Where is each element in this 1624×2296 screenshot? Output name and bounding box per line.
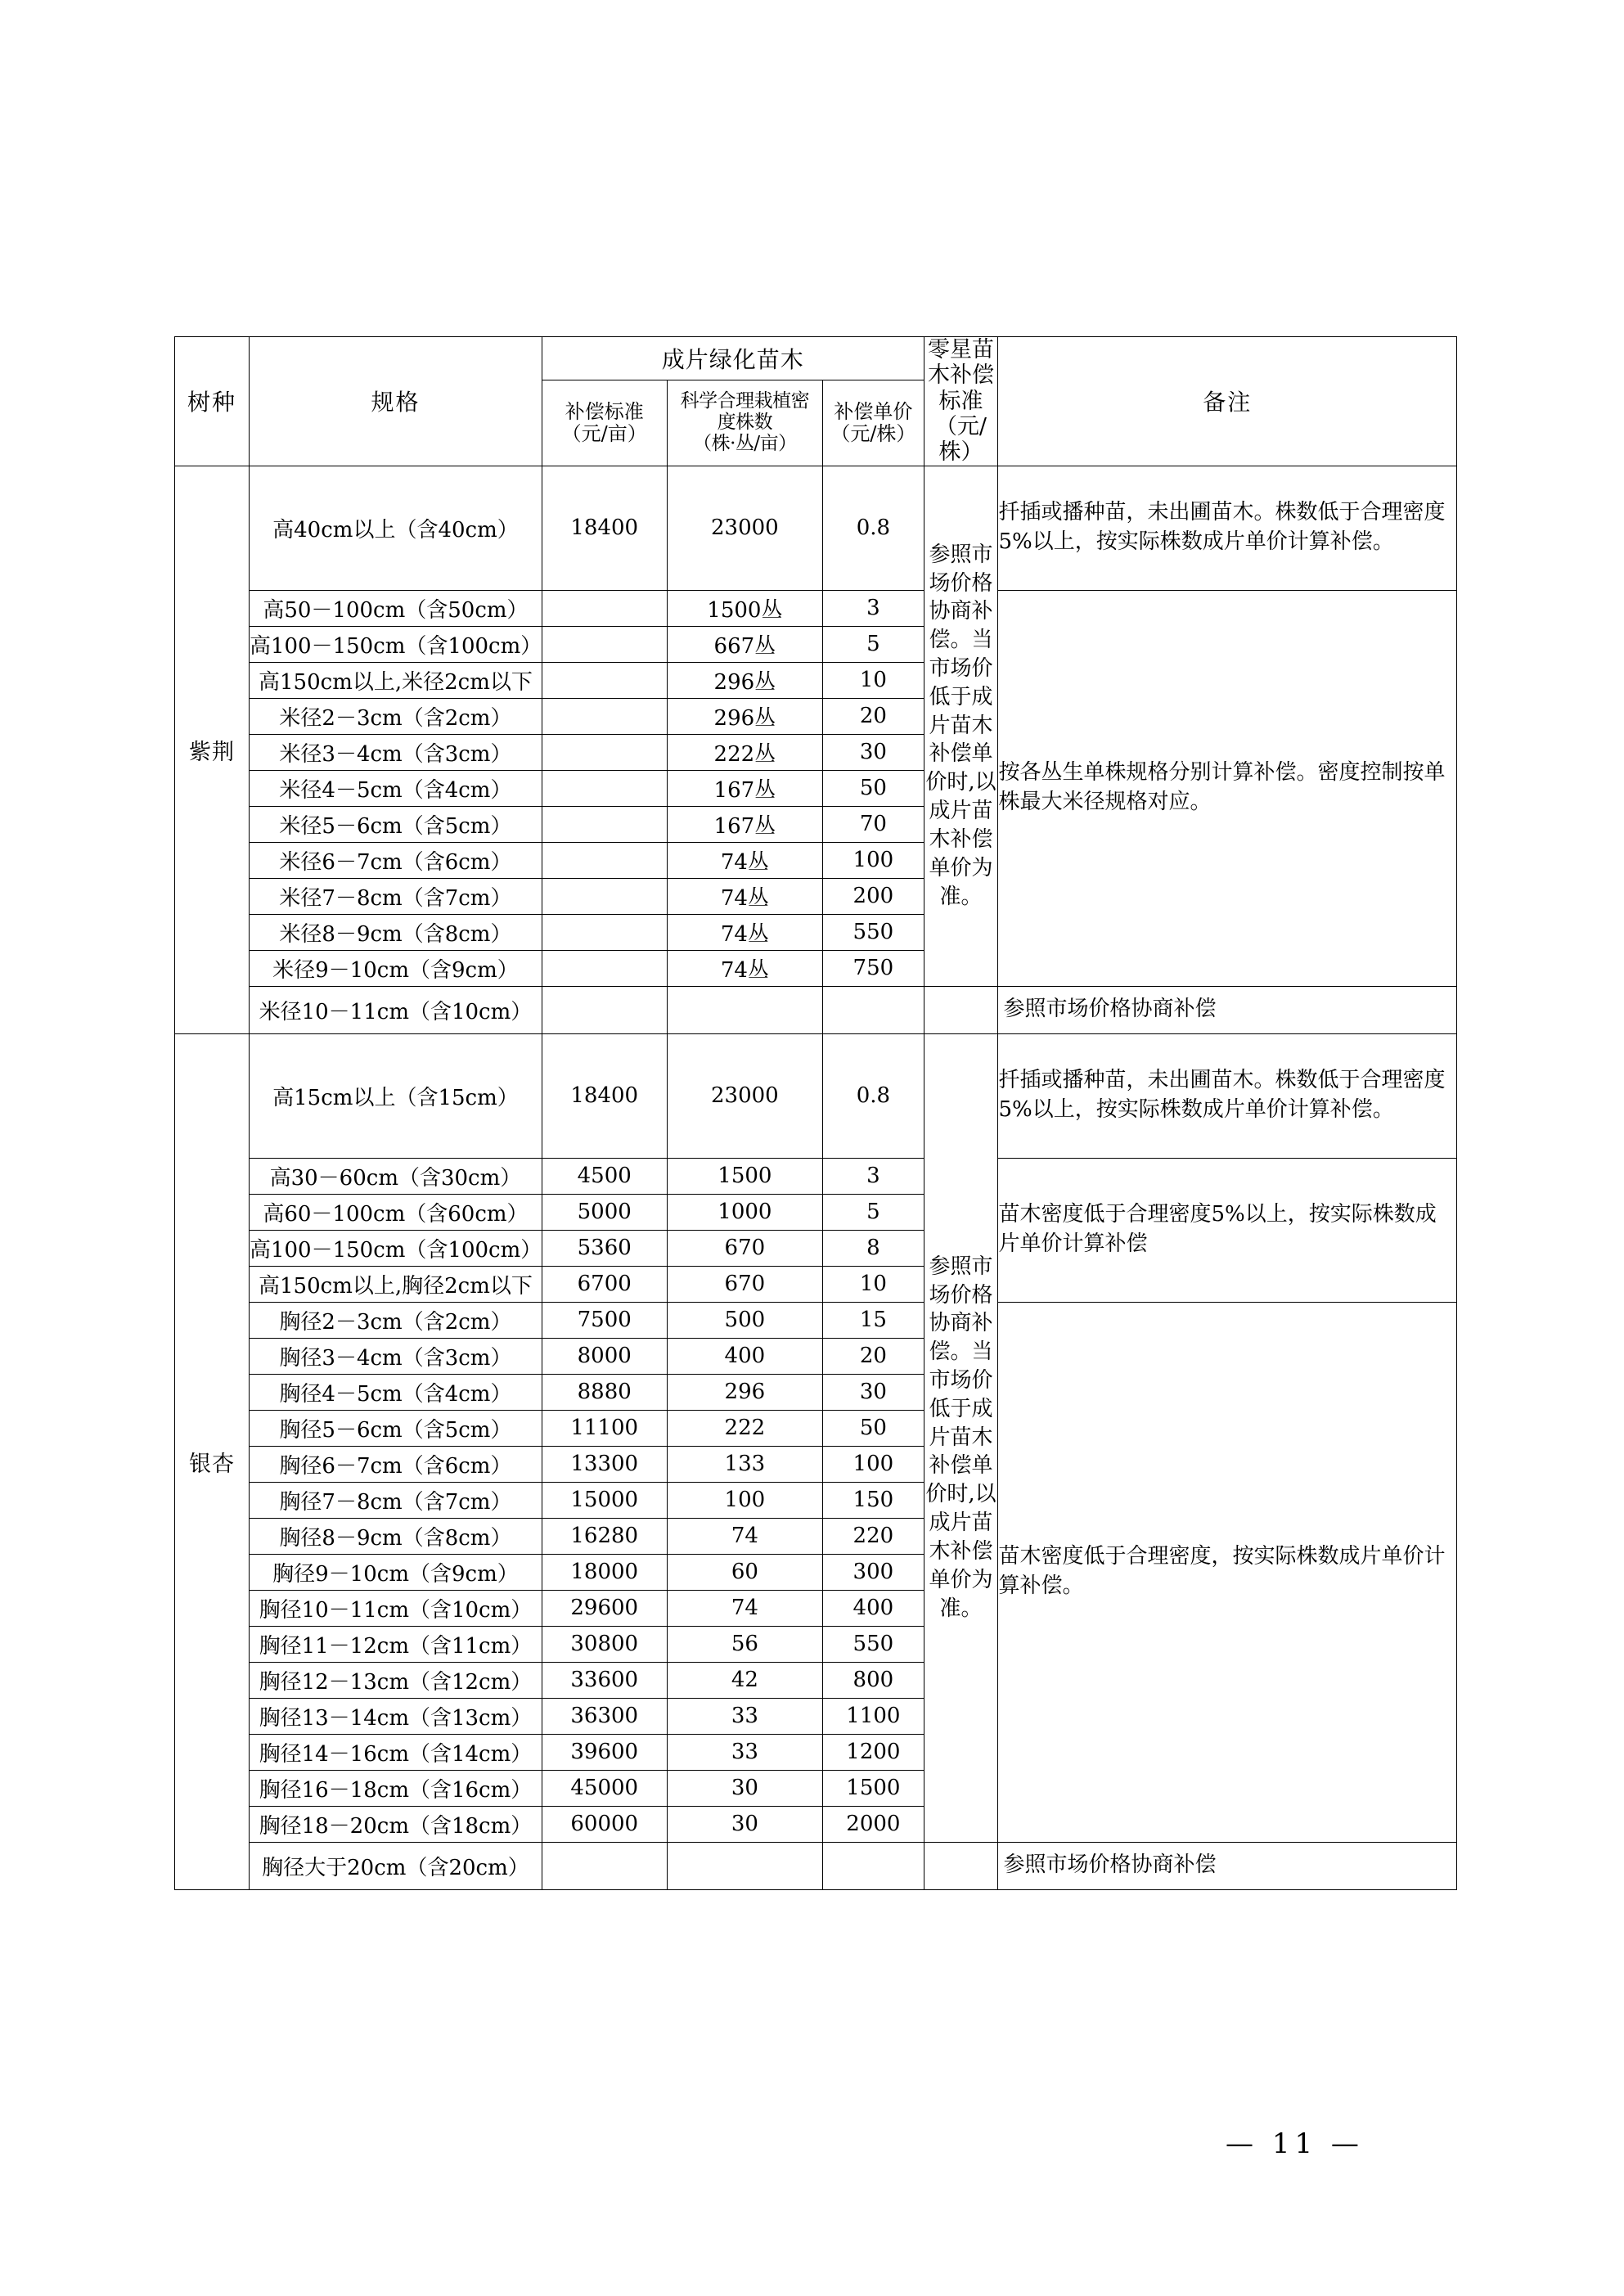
spec-cell: 高150cm以上,米径2cm以下 (249, 662, 542, 698)
spec-cell: 胸径3－4cm（含3cm） (249, 1338, 542, 1374)
header-patch-unitprice-line2: （元/株） (830, 421, 916, 445)
header-spec: 规格 (249, 337, 542, 466)
spec-cell: 胸径4－5cm（含4cm） (249, 1374, 542, 1410)
density-cell: 400 (667, 1338, 823, 1374)
density-cell: 74丛 (667, 950, 823, 986)
unitprice-cell: 2000 (823, 1806, 924, 1842)
unitprice-cell: 3 (823, 1158, 924, 1194)
density-cell (667, 1842, 823, 1889)
unitprice-cell: 200 (823, 878, 924, 914)
spec-cell: 胸径12－13cm（含12cm） (249, 1662, 542, 1698)
density-cell: 296丛 (667, 662, 823, 698)
standard-cell: 13300 (542, 1446, 667, 1482)
header-patch-group: 成片绿化苗木 (542, 337, 924, 380)
species-cell: 银杏 (175, 1033, 250, 1889)
sparse-standard-cell-empty (924, 986, 998, 1033)
density-cell: 23000 (667, 1033, 823, 1158)
standard-cell: 18000 (542, 1554, 667, 1590)
spec-cell: 高100－150cm（含100cm） (249, 626, 542, 662)
unitprice-cell: 8 (823, 1230, 924, 1266)
unitprice-cell: 100 (823, 1446, 924, 1482)
standard-cell: 5000 (542, 1194, 667, 1230)
spec-cell: 高150cm以上,胸径2cm以下 (249, 1266, 542, 1302)
unitprice-cell: 300 (823, 1554, 924, 1590)
standard-cell: 45000 (542, 1770, 667, 1806)
standard-cell: 8880 (542, 1374, 667, 1410)
header-patch-standard (542, 380, 667, 466)
spec-cell: 米径4－5cm（含4cm） (249, 770, 542, 806)
unitprice-cell: 15 (823, 1302, 924, 1338)
unitprice-cell: 100 (823, 842, 924, 878)
remark-cell: 扦插或播种苗，未出圃苗木。株数低于合理密度5%以上，按实际株数成片单价计算补偿。 (998, 466, 1457, 590)
standard-cell (542, 698, 667, 734)
remark-cell: 按各丛生单株规格分别计算补偿。密度控制按单株最大米径规格对应。 (998, 590, 1457, 986)
standard-cell (542, 878, 667, 914)
compensation-table (174, 336, 1457, 1890)
spec-cell: 米径6－7cm（含6cm） (249, 842, 542, 878)
density-cell: 74 (667, 1518, 823, 1554)
density-cell: 133 (667, 1446, 823, 1482)
density-cell (667, 986, 823, 1033)
density-cell: 42 (667, 1662, 823, 1698)
density-cell: 1500丛 (667, 590, 823, 626)
unitprice-cell: 10 (823, 662, 924, 698)
header-patch-density-line2: 度株数 (717, 411, 773, 433)
density-cell: 100 (667, 1482, 823, 1518)
spec-cell: 米径3－4cm（含3cm） (249, 734, 542, 770)
standard-cell: 4500 (542, 1158, 667, 1194)
remark-cell: 苗木密度低于合理密度，按实际株数成片单价计算补偿。 (998, 1302, 1457, 1842)
spec-cell: 米径2－3cm（含2cm） (249, 698, 542, 734)
density-cell: 667丛 (667, 626, 823, 662)
density-cell: 500 (667, 1302, 823, 1338)
density-cell: 167丛 (667, 770, 823, 806)
density-cell: 30 (667, 1806, 823, 1842)
density-cell: 33 (667, 1734, 823, 1770)
species-cell: 紫荆 (175, 466, 250, 1033)
standard-cell: 33600 (542, 1662, 667, 1698)
spec-cell: 胸径7－8cm（含7cm） (249, 1482, 542, 1518)
spec-cell: 胸径10－11cm（含10cm） (249, 1590, 542, 1626)
standard-cell: 18400 (542, 1033, 667, 1158)
standard-cell: 11100 (542, 1410, 667, 1446)
remark-cell: 扦插或播种苗，未出圃苗木。株数低于合理密度5%以上，按实际株数成片单价计算补偿。 (998, 1033, 1457, 1158)
table-row (175, 590, 1457, 626)
unitprice-cell: 1100 (823, 1698, 924, 1734)
spec-cell: 胸径2－3cm（含2cm） (249, 1302, 542, 1338)
unitprice-cell: 30 (823, 734, 924, 770)
unitprice-cell (823, 1842, 924, 1889)
spec-cell: 高30－60cm（含30cm） (249, 1158, 542, 1194)
density-cell: 670 (667, 1230, 823, 1266)
unitprice-cell: 550 (823, 1626, 924, 1662)
standard-cell: 16280 (542, 1518, 667, 1554)
remark-cell: 参照市场价格协商补偿 (998, 1842, 1457, 1889)
header-patch-unitprice-line1: 补偿单价 (834, 399, 913, 423)
spec-cell: 胸径大于20cm（含20cm） (249, 1842, 542, 1889)
table-body (175, 466, 1457, 1889)
table-row (175, 1033, 1457, 1158)
unitprice-cell: 20 (823, 1338, 924, 1374)
unitprice-cell: 800 (823, 1662, 924, 1698)
spec-cell: 胸径5－6cm（含5cm） (249, 1410, 542, 1446)
standard-cell: 8000 (542, 1338, 667, 1374)
standard-cell (542, 734, 667, 770)
table-header (175, 337, 1457, 466)
standard-cell: 36300 (542, 1698, 667, 1734)
header-remark: 备注 (998, 337, 1457, 466)
unitprice-cell: 30 (823, 1374, 924, 1410)
density-cell: 1500 (667, 1158, 823, 1194)
remark-cell: 苗木密度低于合理密度5%以上，按实际株数成片单价计算补偿 (998, 1158, 1457, 1302)
density-cell: 60 (667, 1554, 823, 1590)
unitprice-cell: 1200 (823, 1734, 924, 1770)
standard-cell: 6700 (542, 1266, 667, 1302)
density-cell: 1000 (667, 1194, 823, 1230)
unitprice-cell: 150 (823, 1482, 924, 1518)
density-cell: 56 (667, 1626, 823, 1662)
header-patch-standard-line2: （元/亩） (561, 421, 647, 445)
density-cell: 30 (667, 1770, 823, 1806)
spec-cell: 米径5－6cm（含5cm） (249, 806, 542, 842)
spec-cell: 胸径6－7cm（含6cm） (249, 1446, 542, 1482)
spec-cell: 高40cm以上（含40cm） (249, 466, 542, 590)
sparse-standard-cell-empty (924, 1842, 998, 1889)
spec-cell: 米径8－9cm（含8cm） (249, 914, 542, 950)
spec-cell: 高100－150cm（含100cm） (249, 1230, 542, 1266)
compensation-table-wrapper (174, 336, 1457, 1890)
header-patch-unitprice (823, 380, 924, 466)
unitprice-cell: 10 (823, 1266, 924, 1302)
density-cell: 23000 (667, 466, 823, 590)
standard-cell (542, 590, 667, 626)
spec-cell: 米径7－8cm（含7cm） (249, 878, 542, 914)
standard-cell: 30800 (542, 1626, 667, 1662)
density-cell: 33 (667, 1698, 823, 1734)
sparse-standard-cell: 参照市场价格协商补偿。当市场价低于成片苗木补偿单价时,以成片苗木补偿单价为准。 (924, 1033, 998, 1842)
table-row (175, 1842, 1457, 1889)
sparse-standard-cell: 参照市场价格协商补偿。当市场价低于成片苗木补偿单价时,以成片苗木补偿单价为准。 (924, 466, 998, 986)
spec-cell: 胸径13－14cm（含13cm） (249, 1698, 542, 1734)
header-patch-density (667, 380, 823, 466)
table-row (175, 466, 1457, 590)
unitprice-cell: 50 (823, 1410, 924, 1446)
header-sparse-standard: 零星苗木补偿标准（元/株） (924, 337, 998, 466)
header-patch-standard-line1: 补偿标准 (565, 399, 644, 423)
standard-cell (542, 662, 667, 698)
density-cell: 74丛 (667, 914, 823, 950)
standard-cell (542, 806, 667, 842)
unitprice-cell: 750 (823, 950, 924, 986)
standard-cell (542, 914, 667, 950)
unitprice-cell: 0.8 (823, 466, 924, 590)
spec-cell: 高60－100cm（含60cm） (249, 1194, 542, 1230)
standard-cell: 5360 (542, 1230, 667, 1266)
spec-cell: 胸径11－12cm（含11cm） (249, 1626, 542, 1662)
unitprice-cell: 0.8 (823, 1033, 924, 1158)
density-cell: 670 (667, 1266, 823, 1302)
table-row (175, 1302, 1457, 1338)
unitprice-cell: 550 (823, 914, 924, 950)
standard-cell (542, 986, 667, 1033)
spec-cell: 高50－100cm（含50cm） (249, 590, 542, 626)
table-row (175, 986, 1457, 1033)
standard-cell: 60000 (542, 1806, 667, 1842)
header-species: 树种 (175, 337, 250, 466)
density-cell: 74 (667, 1590, 823, 1626)
standard-cell: 39600 (542, 1734, 667, 1770)
spec-cell: 胸径16－18cm（含16cm） (249, 1770, 542, 1806)
standard-cell (542, 770, 667, 806)
density-cell: 167丛 (667, 806, 823, 842)
spec-cell: 米径9－10cm（含9cm） (249, 950, 542, 986)
standard-cell: 7500 (542, 1302, 667, 1338)
unitprice-cell: 3 (823, 590, 924, 626)
density-cell: 74丛 (667, 878, 823, 914)
spec-cell: 米径10－11cm（含10cm） (249, 986, 542, 1033)
table-row (175, 1158, 1457, 1194)
header-row-group (175, 337, 1457, 380)
unitprice-cell: 50 (823, 770, 924, 806)
header-patch-density-line3: （株·丛/亩） (693, 432, 797, 454)
unitprice-cell: 220 (823, 1518, 924, 1554)
standard-cell (542, 950, 667, 986)
remark-cell: 参照市场价格协商补偿 (998, 986, 1457, 1033)
standard-cell (542, 1842, 667, 1889)
density-cell: 222 (667, 1410, 823, 1446)
unitprice-cell: 20 (823, 698, 924, 734)
standard-cell: 15000 (542, 1482, 667, 1518)
density-cell: 296丛 (667, 698, 823, 734)
density-cell: 222丛 (667, 734, 823, 770)
standard-cell: 29600 (542, 1590, 667, 1626)
unitprice-cell: 5 (823, 626, 924, 662)
unitprice-cell: 70 (823, 806, 924, 842)
unitprice-cell (823, 986, 924, 1033)
unitprice-cell: 1500 (823, 1770, 924, 1806)
header-patch-density-line1: 科学合理栽植密 (680, 390, 810, 412)
density-cell: 296 (667, 1374, 823, 1410)
standard-cell: 18400 (542, 466, 667, 590)
spec-cell: 胸径8－9cm（含8cm） (249, 1518, 542, 1554)
standard-cell (542, 626, 667, 662)
unitprice-cell: 400 (823, 1590, 924, 1626)
unitprice-cell: 5 (823, 1194, 924, 1230)
spec-cell: 胸径18－20cm（含18cm） (249, 1806, 542, 1842)
density-cell: 74丛 (667, 842, 823, 878)
standard-cell (542, 842, 667, 878)
spec-cell: 胸径14－16cm（含14cm） (249, 1734, 542, 1770)
spec-cell: 高15cm以上（含15cm） (249, 1033, 542, 1158)
spec-cell: 胸径9－10cm（含9cm） (249, 1554, 542, 1590)
page-number: — 11 — (1226, 2127, 1364, 2160)
